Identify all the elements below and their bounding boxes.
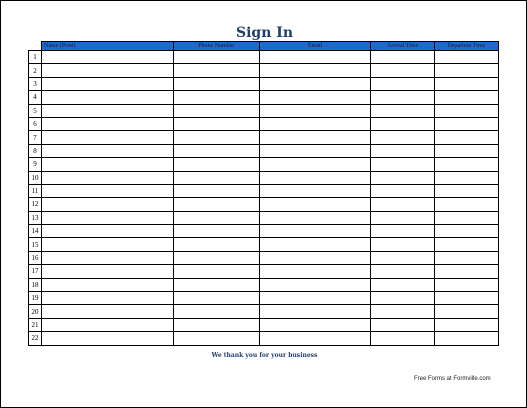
arrival-time-cell[interactable] bbox=[371, 198, 434, 211]
row-number: 15 bbox=[29, 238, 42, 251]
phone-cell[interactable] bbox=[173, 117, 259, 130]
arrival-time-cell[interactable] bbox=[371, 158, 434, 171]
departure-time-cell[interactable] bbox=[434, 211, 498, 224]
sign-in-rows bbox=[29, 51, 499, 346]
table-row bbox=[29, 318, 499, 331]
name-cell[interactable] bbox=[42, 305, 174, 318]
name-cell[interactable] bbox=[42, 292, 174, 305]
table-row bbox=[29, 238, 499, 251]
footer-credit: Free Forms at Formville.com bbox=[414, 376, 491, 382]
phone-cell[interactable] bbox=[173, 211, 259, 224]
row-number: 12 bbox=[29, 198, 42, 211]
email-cell[interactable] bbox=[259, 318, 370, 331]
email-cell[interactable] bbox=[259, 51, 370, 64]
table-row bbox=[29, 77, 499, 90]
email-cell[interactable] bbox=[259, 77, 370, 90]
thank-you-note: We thank you for your business bbox=[211, 352, 318, 359]
arrival-time-cell[interactable] bbox=[371, 318, 434, 331]
departure-time-cell[interactable] bbox=[434, 251, 498, 264]
email-cell[interactable] bbox=[259, 265, 370, 278]
sign-in-table bbox=[28, 41, 499, 346]
arrival-time-cell[interactable] bbox=[371, 51, 434, 64]
email-cell[interactable] bbox=[259, 211, 370, 224]
arrival-time-cell[interactable] bbox=[371, 144, 434, 157]
departure-time-cell[interactable] bbox=[434, 91, 498, 104]
table-row bbox=[29, 278, 499, 291]
phone-cell[interactable] bbox=[173, 171, 259, 184]
arrival-time-cell[interactable] bbox=[371, 91, 434, 104]
row-number: 16 bbox=[29, 251, 42, 264]
name-cell[interactable] bbox=[42, 332, 174, 345]
table-row bbox=[29, 265, 499, 278]
email-cell[interactable] bbox=[259, 131, 370, 144]
phone-cell[interactable] bbox=[173, 198, 259, 211]
phone-cell[interactable] bbox=[173, 51, 259, 64]
table-row bbox=[29, 131, 499, 144]
arrival-time-cell[interactable] bbox=[371, 278, 434, 291]
column-header-phone: Phone Number bbox=[173, 42, 259, 51]
name-cell[interactable] bbox=[42, 104, 174, 117]
departure-time-cell[interactable] bbox=[434, 158, 498, 171]
departure-time-cell[interactable] bbox=[434, 305, 498, 318]
email-cell[interactable] bbox=[259, 278, 370, 291]
phone-cell[interactable] bbox=[173, 225, 259, 238]
departure-time-cell[interactable] bbox=[434, 318, 498, 331]
name-cell[interactable] bbox=[42, 225, 174, 238]
row-number: 5 bbox=[29, 104, 42, 117]
departure-time-cell[interactable] bbox=[434, 171, 498, 184]
phone-cell[interactable] bbox=[173, 104, 259, 117]
email-cell[interactable] bbox=[259, 251, 370, 264]
row-number: 7 bbox=[29, 131, 42, 144]
name-cell[interactable] bbox=[42, 64, 174, 77]
row-number-header bbox=[29, 42, 42, 51]
departure-time-cell[interactable] bbox=[434, 144, 498, 157]
table-row bbox=[29, 305, 499, 318]
table-row bbox=[29, 292, 499, 305]
header-row bbox=[29, 42, 499, 51]
email-cell[interactable] bbox=[259, 104, 370, 117]
arrival-time-cell[interactable] bbox=[371, 64, 434, 77]
name-cell[interactable] bbox=[42, 144, 174, 157]
email-cell[interactable] bbox=[259, 158, 370, 171]
departure-time-cell[interactable] bbox=[434, 278, 498, 291]
email-cell[interactable] bbox=[259, 144, 370, 157]
departure-time-cell[interactable] bbox=[434, 225, 498, 238]
arrival-time-cell[interactable] bbox=[371, 117, 434, 130]
email-cell[interactable] bbox=[259, 225, 370, 238]
name-cell[interactable] bbox=[42, 265, 174, 278]
table-row bbox=[29, 211, 499, 224]
column-header-name: Name (Print) bbox=[42, 42, 174, 51]
name-cell[interactable] bbox=[42, 131, 174, 144]
departure-time-cell[interactable] bbox=[434, 238, 498, 251]
email-cell[interactable] bbox=[259, 91, 370, 104]
arrival-time-cell[interactable] bbox=[371, 184, 434, 197]
name-cell[interactable] bbox=[42, 318, 174, 331]
phone-cell[interactable] bbox=[173, 251, 259, 264]
table-row bbox=[29, 104, 499, 117]
row-number: 6 bbox=[29, 117, 42, 130]
row-number: 10 bbox=[29, 171, 42, 184]
departure-time-cell[interactable] bbox=[434, 292, 498, 305]
arrival-time-cell[interactable] bbox=[371, 332, 434, 345]
email-cell[interactable] bbox=[259, 238, 370, 251]
phone-cell[interactable] bbox=[173, 184, 259, 197]
phone-cell[interactable] bbox=[173, 91, 259, 104]
row-number: 8 bbox=[29, 144, 42, 157]
name-cell[interactable] bbox=[42, 198, 174, 211]
row-number: 3 bbox=[29, 77, 42, 90]
row-number: 1 bbox=[29, 51, 42, 64]
departure-time-cell[interactable] bbox=[434, 77, 498, 90]
arrival-time-cell[interactable] bbox=[371, 292, 434, 305]
phone-cell[interactable] bbox=[173, 292, 259, 305]
row-number: 2 bbox=[29, 64, 42, 77]
name-cell[interactable] bbox=[42, 117, 174, 130]
departure-time-cell[interactable] bbox=[434, 51, 498, 64]
arrival-time-cell[interactable] bbox=[371, 265, 434, 278]
departure-time-cell[interactable] bbox=[434, 104, 498, 117]
arrival-time-cell[interactable] bbox=[371, 104, 434, 117]
column-header-email: Email bbox=[259, 42, 370, 51]
name-cell[interactable] bbox=[42, 91, 174, 104]
arrival-time-cell[interactable] bbox=[371, 77, 434, 90]
departure-time-cell[interactable] bbox=[434, 184, 498, 197]
row-number: 13 bbox=[29, 211, 42, 224]
phone-cell[interactable] bbox=[173, 158, 259, 171]
arrival-time-cell[interactable] bbox=[371, 225, 434, 238]
table-row bbox=[29, 332, 499, 345]
table-row bbox=[29, 64, 499, 77]
phone-cell[interactable] bbox=[173, 305, 259, 318]
departure-time-cell[interactable] bbox=[434, 265, 498, 278]
phone-cell[interactable] bbox=[173, 265, 259, 278]
email-cell[interactable] bbox=[259, 305, 370, 318]
column-header-departure: Departure Time bbox=[434, 42, 498, 51]
arrival-time-cell[interactable] bbox=[371, 171, 434, 184]
name-cell[interactable] bbox=[42, 77, 174, 90]
arrival-time-cell[interactable] bbox=[371, 251, 434, 264]
row-number: 4 bbox=[29, 91, 42, 104]
name-cell[interactable] bbox=[42, 251, 174, 264]
row-number: 11 bbox=[29, 184, 42, 197]
name-cell[interactable] bbox=[42, 238, 174, 251]
table-row bbox=[29, 198, 499, 211]
departure-time-cell[interactable] bbox=[434, 131, 498, 144]
departure-time-cell[interactable] bbox=[434, 117, 498, 130]
name-cell[interactable] bbox=[42, 278, 174, 291]
table-row bbox=[29, 171, 499, 184]
departure-time-cell[interactable] bbox=[434, 198, 498, 211]
table-row bbox=[29, 144, 499, 157]
column-header-arrival: Arrival Time bbox=[371, 42, 434, 51]
row-number: 19 bbox=[29, 292, 42, 305]
email-cell[interactable] bbox=[259, 332, 370, 345]
arrival-time-cell[interactable] bbox=[371, 211, 434, 224]
row-number: 21 bbox=[29, 318, 42, 331]
email-cell[interactable] bbox=[259, 64, 370, 77]
table-row bbox=[29, 158, 499, 171]
table-row bbox=[29, 251, 499, 264]
name-cell[interactable] bbox=[42, 51, 174, 64]
table-row bbox=[29, 51, 499, 64]
table-row bbox=[29, 117, 499, 130]
name-cell[interactable] bbox=[42, 184, 174, 197]
departure-time-cell[interactable] bbox=[434, 64, 498, 77]
departure-time-cell[interactable] bbox=[434, 332, 498, 345]
row-number: 18 bbox=[29, 278, 42, 291]
row-number: 17 bbox=[29, 265, 42, 278]
arrival-time-cell[interactable] bbox=[371, 131, 434, 144]
email-cell[interactable] bbox=[259, 292, 370, 305]
form-title: Sign In bbox=[236, 25, 293, 41]
arrival-time-cell[interactable] bbox=[371, 238, 434, 251]
phone-cell[interactable] bbox=[173, 238, 259, 251]
table-row bbox=[29, 184, 499, 197]
row-number: 9 bbox=[29, 158, 42, 171]
name-cell[interactable] bbox=[42, 171, 174, 184]
phone-cell[interactable] bbox=[173, 131, 259, 144]
phone-cell[interactable] bbox=[173, 278, 259, 291]
email-cell[interactable] bbox=[259, 117, 370, 130]
table-row bbox=[29, 91, 499, 104]
phone-cell[interactable] bbox=[173, 64, 259, 77]
phone-cell[interactable] bbox=[173, 144, 259, 157]
arrival-time-cell[interactable] bbox=[371, 305, 434, 318]
name-cell[interactable] bbox=[42, 211, 174, 224]
name-cell[interactable] bbox=[42, 158, 174, 171]
row-number: 20 bbox=[29, 305, 42, 318]
phone-cell[interactable] bbox=[173, 318, 259, 331]
email-cell[interactable] bbox=[259, 171, 370, 184]
email-cell[interactable] bbox=[259, 198, 370, 211]
email-cell[interactable] bbox=[259, 184, 370, 197]
phone-cell[interactable] bbox=[173, 332, 259, 345]
row-number: 22 bbox=[29, 332, 42, 345]
row-number: 14 bbox=[29, 225, 42, 238]
table-row bbox=[29, 225, 499, 238]
phone-cell[interactable] bbox=[173, 77, 259, 90]
